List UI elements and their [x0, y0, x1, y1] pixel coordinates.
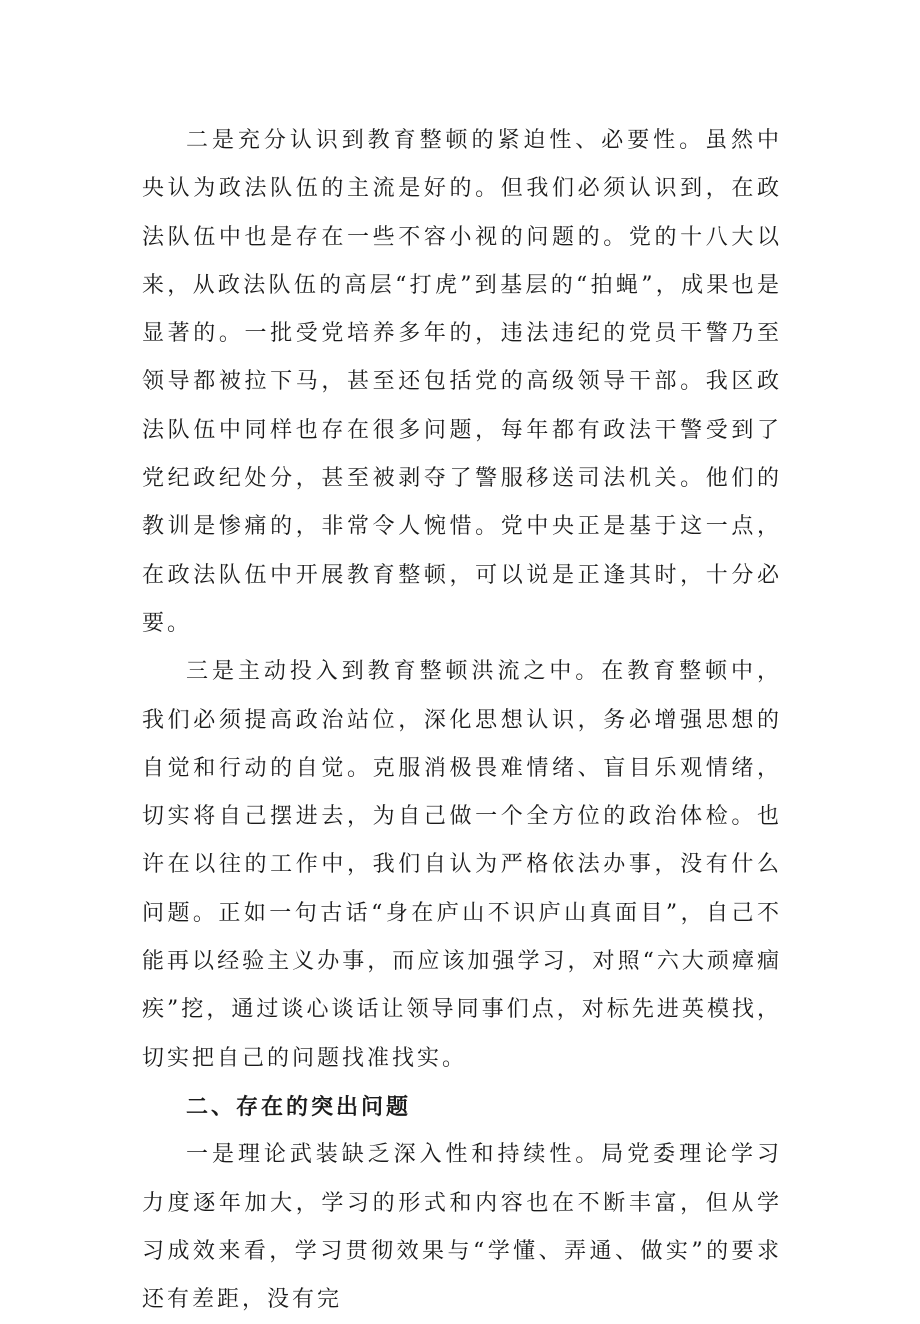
paragraph-point-three: 三是主动投入到教育整顿洪流之中。在教育整顿中，我们必须提高政治站位，深化思想认识，务必增强思想的自觉和行动的自觉。克服消极畏难情绪、盲目乐观情绪，切实将自己摆进去，为自己做一个全方位的政治体检。也许在以往的工作中，我们自认为严格依法办事，没有什么问题。正如一句古话“身在庐山不识庐山真面目”，自己不能再以经验主义办事，而应该加强学习，对照“六大顽瘴痼疾”挖，通过谈心谈话让领导同事们点，对标先进英模找，切实把自己的问题找准找实。: [142, 659, 782, 1071]
document-body: [142, 117, 782, 1324]
paragraph-problem-one: 一是理论武装缺乏深入性和持续性。局党委理论学习力度逐年加大，学习的形式和内容也在不断丰富，但从学习成效来看，学习贯彻效果与“学懂、弄通、做实”的要求还有差距，没有完: [142, 1142, 782, 1313]
section-heading-problems: 二、存在的突出问题: [186, 1093, 412, 1120]
paragraph-point-two: 二是充分认识到教育整顿的紧迫性、必要性。虽然中央认为政法队伍的主流是好的。但我们必须认识到，在政法队伍中也是存在一些不容小视的问题的。党的十八大以来，从政法队伍的高层“打虎”到基层的“拍蝇”，成果也是显著的。一批受党培养多年的，违法违纪的党员干警乃至领导都被拉下马，甚至还包括党的高级领导干部。我区政法队伍中同样也存在很多问题，每年都有政法干警受到了党纪政纪处分，甚至被剥夺了警服移送司法机关。他们的教训是惨痛的，非常令人惋惜。党中央正是基于这一点，在政法队伍中开展教育整顿，可以说是正逢其时，十分必要。: [142, 128, 782, 636]
